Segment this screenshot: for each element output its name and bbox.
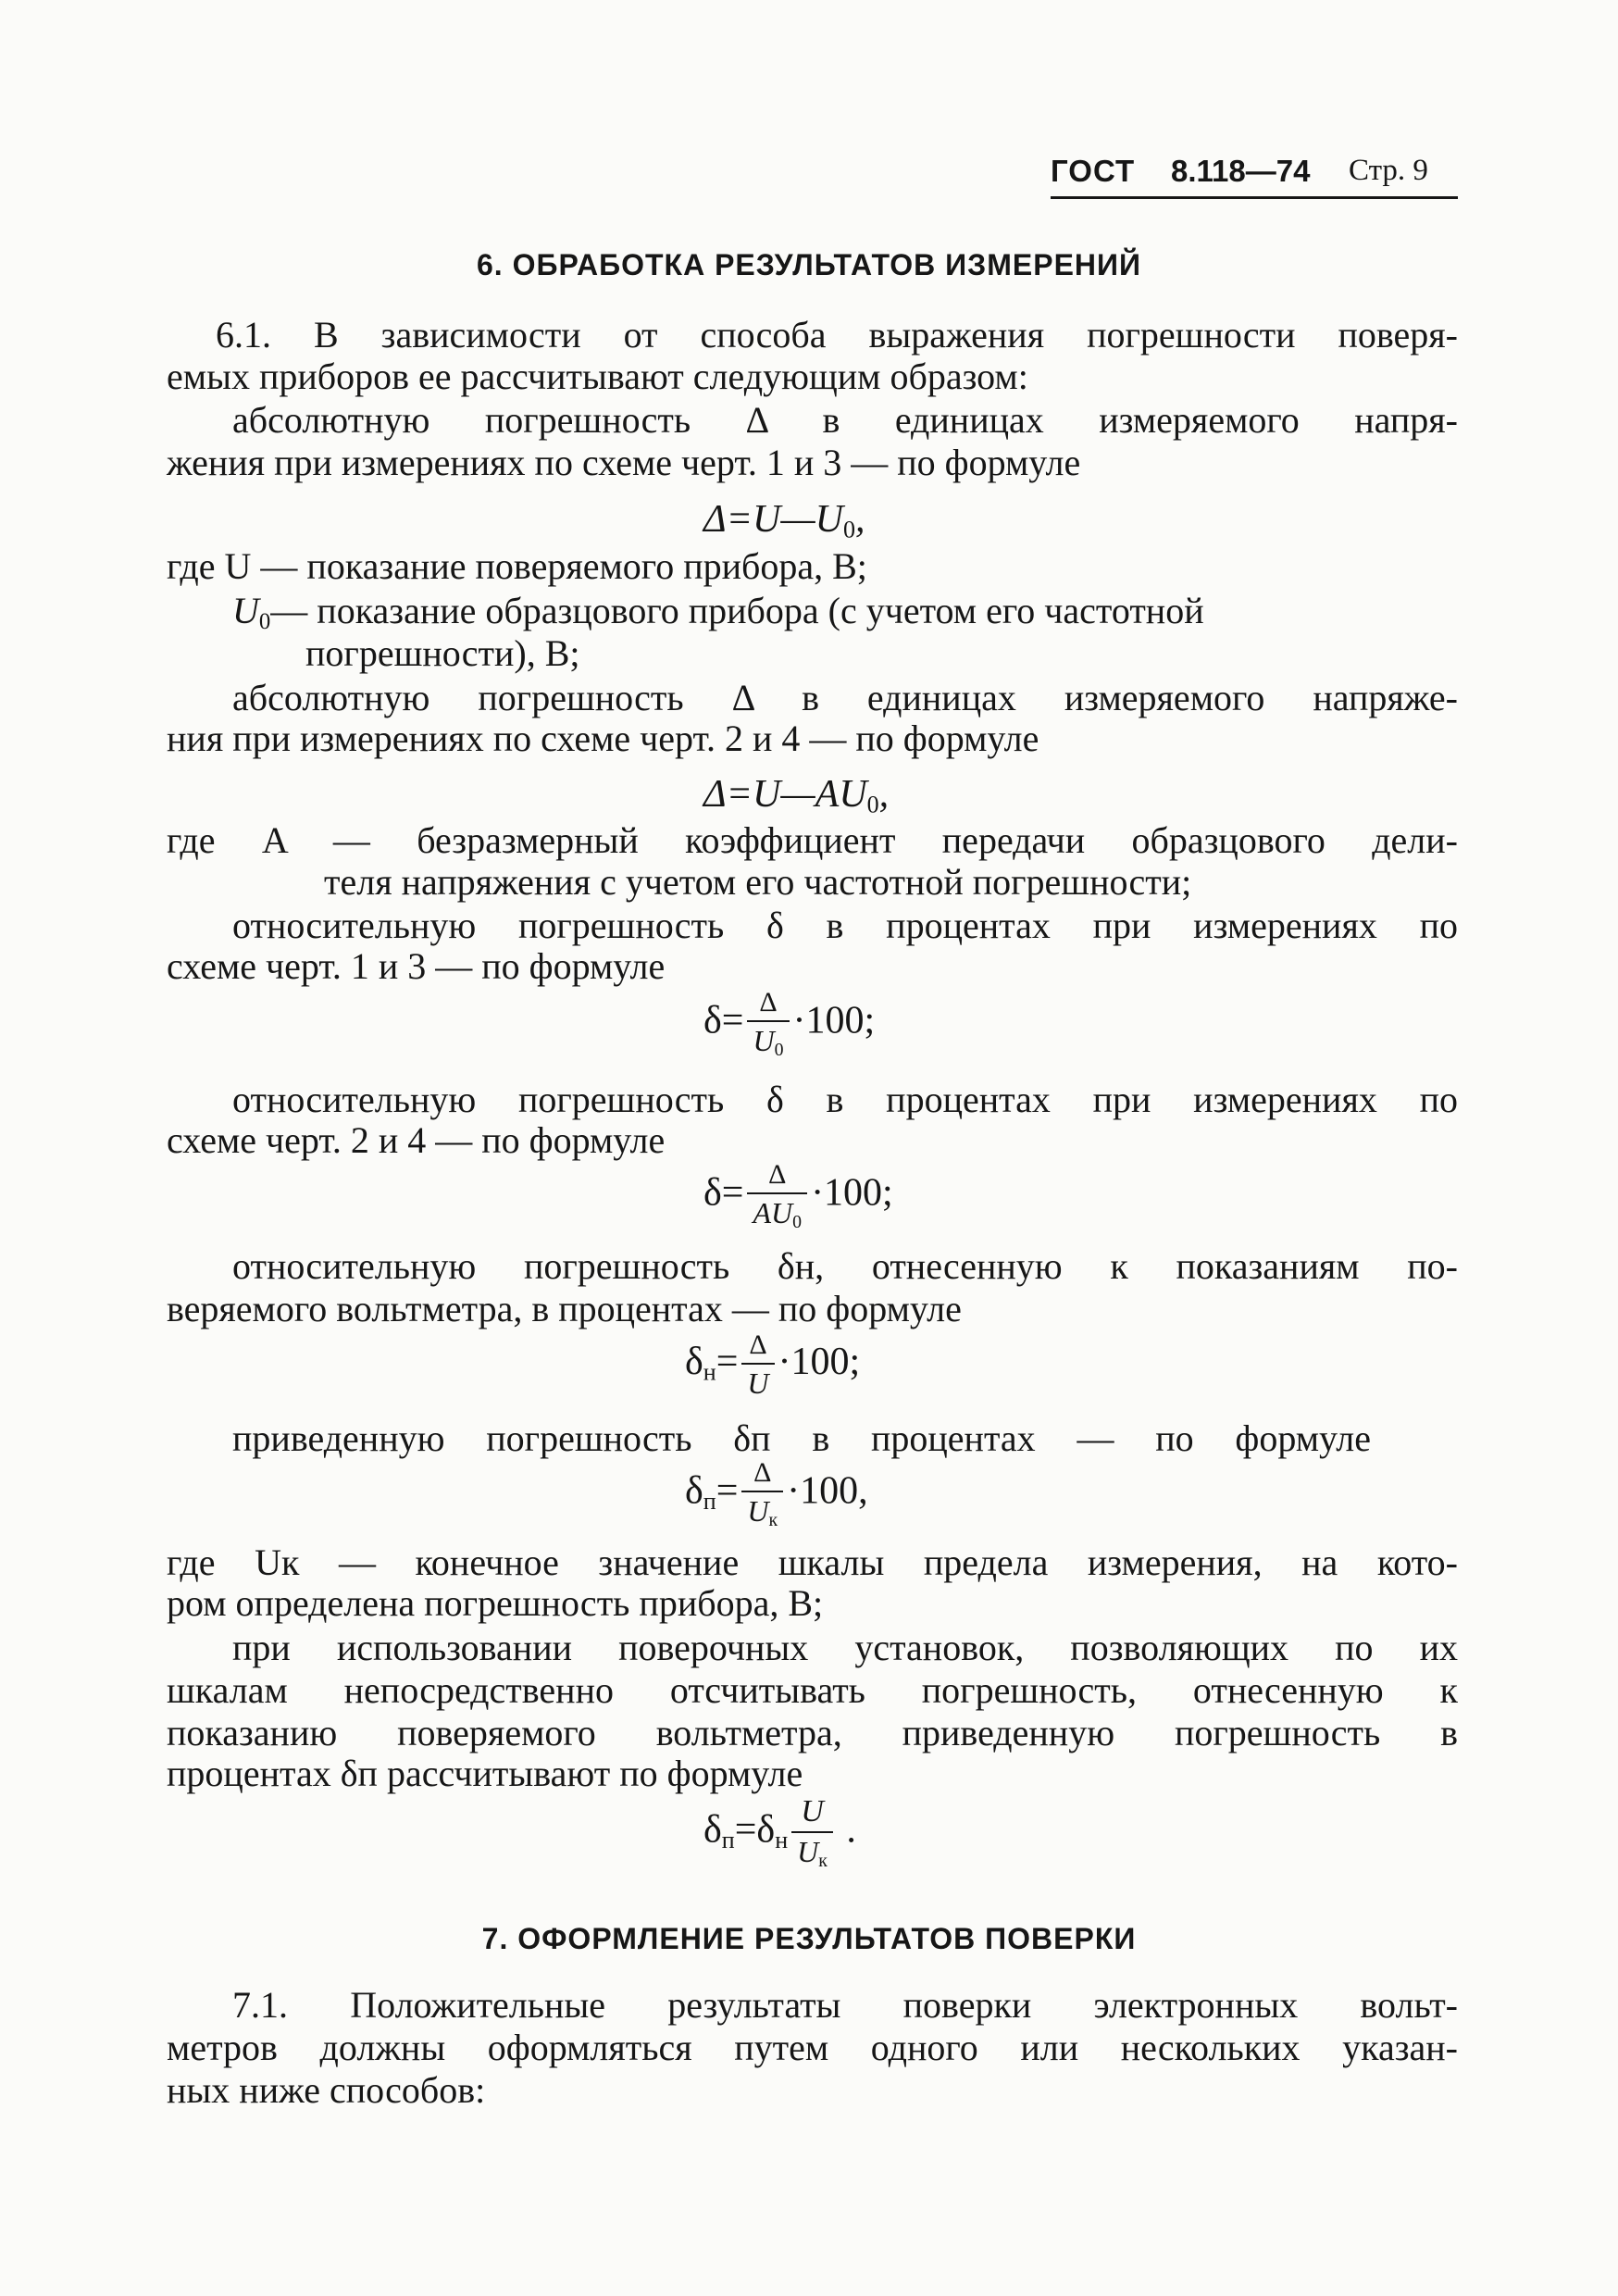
where-uk-line-2: ром определена погрешность прибора, В; bbox=[167, 1582, 824, 1624]
installations-line-1: при использовании поверочных установок, позволяющих по их bbox=[232, 1627, 1458, 1668]
formula-abs-error-1: $\Delta=U—U_0$, bbox=[703, 498, 865, 543]
page-header bbox=[1051, 154, 1458, 196]
paragraph-7-1-line-2: метров должны оформляться путем одного или нескольких указан- bbox=[167, 2027, 1458, 2068]
formula-reduced-error: $\delta_п=$ $\frac{\Delta}{U_к}$ ·100, bbox=[685, 1457, 868, 1530]
paragraph-7-1-line-3: ных ниже способов: bbox=[167, 2069, 486, 2111]
where-u-line: где U — показание поверяемого прибора, В; bbox=[167, 545, 867, 587]
formula-rel-error-3: $\delta_н=$ $\frac{\Delta}{U}$ ·100; bbox=[685, 1329, 861, 1400]
paragraph-7-1-line-1: 7.1. Положительные результаты поверки электронных вольт- bbox=[232, 1984, 1458, 2026]
paragraph-6-1-line-2: емых приборов ее рассчитывают следующим образом: bbox=[167, 356, 1028, 397]
where-a-line-2: теля напряжения с учетом его частотной погрешности; bbox=[324, 861, 1192, 903]
where-u0-line-1: $U_0—$ показание образцового прибора (с учетом его частотной bbox=[232, 590, 1204, 635]
formula-abs-error-2: $\Delta=U—AU_0$, bbox=[703, 773, 890, 818]
rel-error-3-line-2: веряемого вольтметра, в процентах — по формуле bbox=[167, 1288, 962, 1329]
abs-error-2-line-1: абсолютную погрешность Δ в единицах измеряемого напряже- bbox=[232, 677, 1458, 718]
formula-rel-error-1: δ= $\frac{\Delta}{U_0}$ ·100; bbox=[703, 987, 876, 1060]
installations-line-3: показанию поверяемого вольтметра, приведенную погрешность в bbox=[167, 1712, 1458, 1753]
abs-error-2-line-2: ния при измерениях по схеме черт. 2 и 4 — по формуле bbox=[167, 718, 1039, 759]
where-u0-text: — показание образцового прибора (с учетом его частотной bbox=[270, 590, 1204, 631]
standard-label: ГОСТ bbox=[1051, 154, 1136, 188]
rel-error-1-line-2: схеме черт. 1 и 3 — по формуле bbox=[167, 945, 666, 987]
standard-number: 8.118—74 bbox=[1171, 154, 1311, 188]
section-6-title: 6. ОБРАБОТКА РЕЗУЛЬТАТОВ ИЗМЕРЕНИЙ bbox=[476, 248, 1142, 281]
formula-reduced-error-installation: $\delta_п=\delta_н$ $\frac{U}{U_к}$ . bbox=[703, 1794, 856, 1871]
rel-error-3-line-1: относительную погрешность δн, отнесенную к показаниям по- bbox=[232, 1245, 1458, 1287]
abs-error-1-line-2: жения при измерениях по схеме черт. 1 и 3 — по формуле bbox=[167, 442, 1081, 483]
header-rule bbox=[1051, 196, 1458, 199]
installations-line-2: шкалам непосредственно отсчитывать погрешность, отнесенную к bbox=[167, 1669, 1458, 1711]
page-number: Стр. 9 bbox=[1349, 154, 1428, 187]
installations-line-4: процентах δп рассчитывают по формуле bbox=[167, 1753, 803, 1794]
reduced-error-line-1: приведенную погрешность δп в процентах — по формуле bbox=[232, 1417, 1371, 1459]
where-a-line-1: где A — безразмерный коэффициент передачи образцового дели- bbox=[167, 819, 1458, 861]
rel-error-2-line-2: схеме черт. 2 и 4 — по формуле bbox=[167, 1119, 666, 1161]
rel-error-1-line-1: относительную погрешность δ в процентах при измерениях по bbox=[232, 905, 1458, 946]
rel-error-2-line-1: относительную погрешность δ в процентах при измерениях по bbox=[232, 1079, 1458, 1120]
section-7-title: 7. ОФОРМЛЕНИЕ РЕЗУЛЬТАТОВ ПОВЕРКИ bbox=[481, 1922, 1137, 1955]
where-uk-line-1: где Uк — конечное значение шкалы предела измерения, на кото- bbox=[167, 1541, 1458, 1583]
abs-error-1-line-1: абсолютную погрешность Δ в единицах измеряемого напря- bbox=[232, 399, 1458, 441]
paragraph-6-1-line-1: 6.1. В зависимости от способа выражения погрешности поверя- bbox=[216, 314, 1458, 356]
formula-rel-error-2: δ= $\frac{\Delta}{AU_0}$ ·100; bbox=[703, 1159, 893, 1232]
where-u0-line-2: погрешности), В; bbox=[305, 632, 580, 674]
